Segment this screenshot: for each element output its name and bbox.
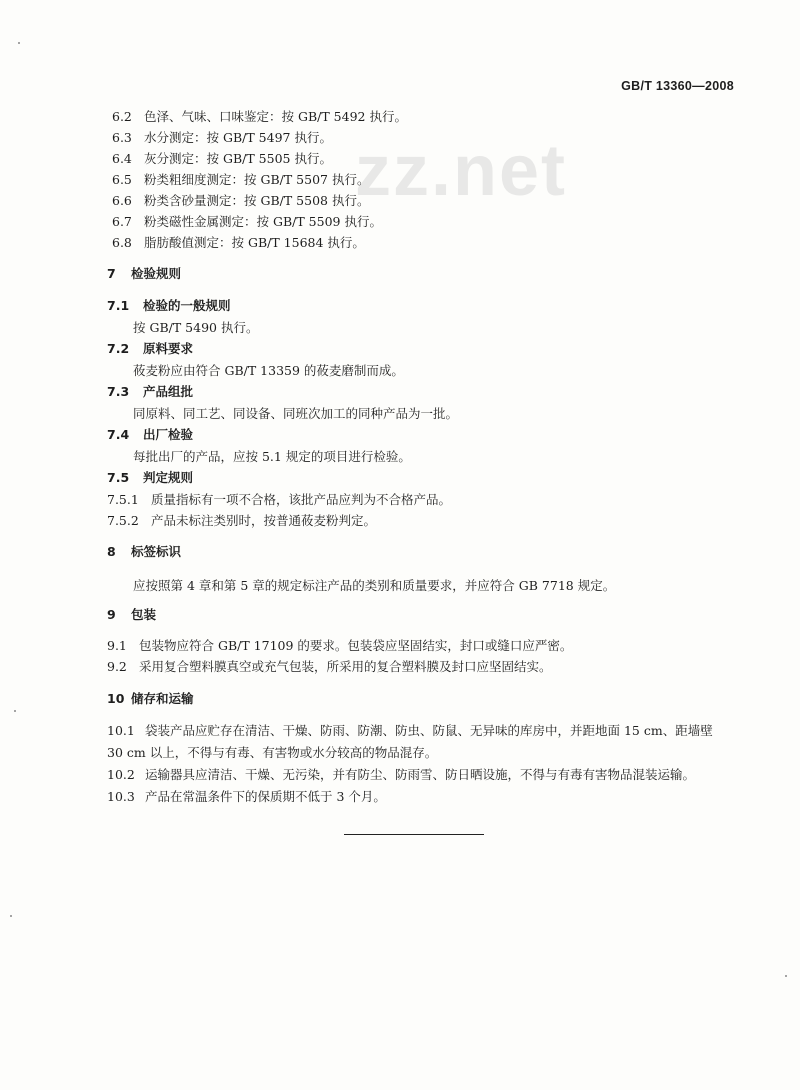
clause-6-2: 6.2 色泽、气味、口味鉴定：按 GB/T 5492 执行。 <box>112 109 407 124</box>
clause-7-5-1: 7.5.1 质量指标有一项不合格，该批产品应判为不合格产品。 <box>107 492 452 507</box>
clause-10-2: 10.2 运输器具应清洁、干燥、无污染，并有防尘、防雨雪、防日晒设施，不得与有毒有害物品混装运输。 <box>107 767 696 782</box>
clause-7-5-heading: 7.5 判定规则 <box>107 470 194 485</box>
scan-speck <box>18 42 20 44</box>
clause-6-7: 6.7 粉类磁性金属测定：按 GB/T 5509 执行。 <box>112 214 382 229</box>
clause-7-2-heading: 7.2 原料要求 <box>107 341 194 356</box>
clause-7-1-heading: 7.1 检验的一般规则 <box>107 298 231 313</box>
clause-7-2-body: 莜麦粉应由符合 GB/T 13359 的莜麦磨制而成。 <box>133 363 404 378</box>
clause-7-1-body: 按 GB/T 5490 执行。 <box>133 320 259 335</box>
clause-10-1-continued: 30 cm 以上，不得与有毒、有害物或水分较高的物品混存。 <box>107 745 438 760</box>
end-rule <box>344 834 484 835</box>
clause-9-2: 9.2 采用复合塑料膜真空或充气包装，所采用的复合塑料膜及封口应坚固结实。 <box>107 659 552 674</box>
section-8-heading: 8 标签标识 <box>107 544 182 559</box>
section-7-heading: 7 检验规则 <box>107 266 182 281</box>
scan-speck <box>785 975 787 977</box>
clause-9-1: 9.1 包装物应符合 GB/T 17109 的要求。包装袋应坚固结实，封口或缝口应严密。 <box>107 638 573 653</box>
watermark: zz.net <box>355 131 568 211</box>
clause-7-4-heading: 7.4 出厂检验 <box>107 427 194 442</box>
section-10-heading: 10 储存和运输 <box>107 691 194 706</box>
section-9-heading: 9 包装 <box>107 607 157 622</box>
scan-speck <box>14 710 16 712</box>
clause-7-3-body: 同原料、同工艺、同设备、同班次加工的同种产品为一批。 <box>133 406 459 421</box>
clause-6-5: 6.5 粉类粗细度测定：按 GB/T 5507 执行。 <box>112 172 370 187</box>
clause-10-1: 10.1 袋装产品应贮存在清洁、干燥、防雨、防潮、防虫、防鼠、无异味的库房中，并距地面 15 cm、距墙壁 <box>107 723 713 738</box>
clause-6-6: 6.6 粉类含砂量测定：按 GB/T 5508 执行。 <box>112 193 370 208</box>
clause-7-4-body: 每批出厂的产品，应按 5.1 规定的项目进行检验。 <box>133 449 411 464</box>
clause-7-3-heading: 7.3 产品组批 <box>107 384 194 399</box>
standard-number: GB/T 13360—2008 <box>621 79 734 93</box>
scan-speck <box>10 915 12 917</box>
clause-10-3: 10.3 产品在常温条件下的保质期不低于 3 个月。 <box>107 789 386 804</box>
clause-6-3: 6.3 水分测定：按 GB/T 5497 执行。 <box>112 130 332 145</box>
clause-6-4: 6.4 灰分测定：按 GB/T 5505 执行。 <box>112 151 332 166</box>
clause-7-5-2: 7.5.2 产品未标注类别时，按普通莜麦粉判定。 <box>107 513 377 528</box>
clause-6-8: 6.8 脂肪酸值测定：按 GB/T 15684 执行。 <box>112 235 365 250</box>
section-8-body: 应按照第 4 章和第 5 章的规定标注产品的类别和质量要求，并应符合 GB 7718 规定。 <box>133 578 616 593</box>
